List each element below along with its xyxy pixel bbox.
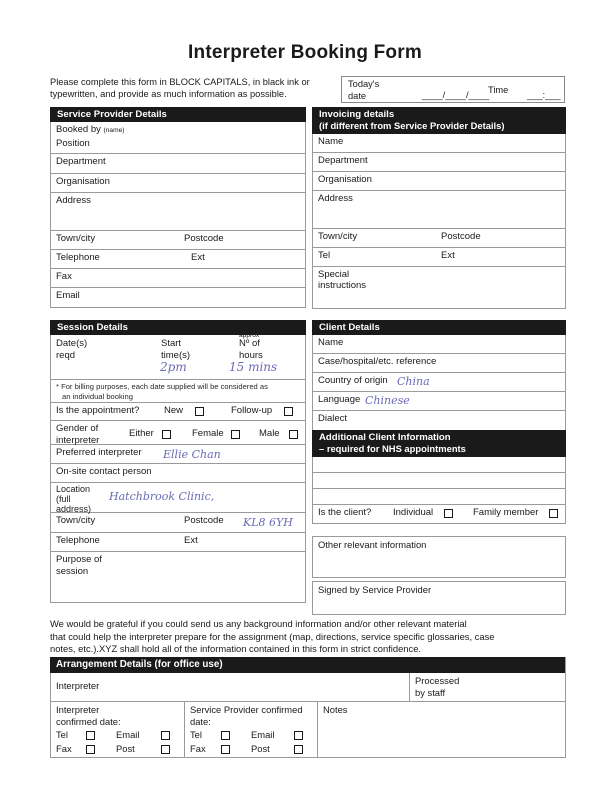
closing-line-2: that could help the interpreter prepare for the assignment (map, directions, service specific glossaries, case — [50, 630, 495, 642]
hours-value[interactable]: 15 mins — [229, 360, 278, 375]
client-reference-label: Case/hospital/etc. reference — [318, 356, 437, 368]
inv-address-label: Address — [318, 192, 353, 204]
signed-by-service-provider-box[interactable] — [312, 581, 566, 615]
additional-client-rows — [312, 457, 566, 524]
provider-email-label: Email — [251, 729, 275, 740]
arrangement-body — [50, 673, 566, 758]
country-of-origin-value[interactable]: China — [397, 375, 430, 389]
start-times-label: Start time(s) — [161, 338, 191, 361]
arrangement-hsep — [51, 701, 565, 702]
intro-instructions — [50, 76, 335, 100]
other-relevant-information-box[interactable] — [312, 536, 566, 578]
session-details-section — [50, 320, 306, 603]
interpreter-email-label: Email — [116, 729, 140, 740]
inv-department-label: Department — [318, 154, 368, 166]
provider-tel-label: Tel — [190, 729, 202, 740]
gender-either-label: Either — [129, 428, 154, 440]
row-interpreter-gender[interactable] — [51, 421, 305, 445]
organisation-label: Organisation — [56, 176, 110, 188]
arrangement-details-header: Arrangement Details (for office use) — [50, 657, 566, 673]
individual-checkbox[interactable] — [444, 509, 453, 518]
provider-fax-label: Fax — [190, 743, 206, 754]
language-value[interactable]: Chinese — [365, 394, 410, 408]
session-ext-label: Ext — [184, 535, 198, 547]
language-label: Language — [318, 394, 361, 406]
todays-date-input[interactable]: ____/____/____ — [422, 90, 490, 100]
hours-label: Nº of hours — [239, 338, 263, 361]
row-location[interactable] — [51, 483, 305, 513]
row-preferred-interpreter[interactable] — [51, 445, 305, 464]
arrangement-interpreter-label: Interpreter — [56, 680, 100, 691]
gender-male-checkbox[interactable] — [289, 430, 298, 439]
family-member-label: Family member — [473, 506, 539, 518]
row-special-instructions[interactable] — [313, 267, 565, 308]
telephone-label: Telephone — [56, 252, 100, 264]
row-country-of-origin[interactable] — [313, 373, 565, 392]
provider-post-checkbox[interactable] — [294, 745, 303, 754]
row-session-town-postcode[interactable] — [51, 513, 305, 533]
arrangement-vsep-1 — [184, 701, 185, 757]
service-provider-rows — [50, 122, 306, 308]
inv-name-label: Name — [318, 135, 344, 147]
client-name-label: Name — [318, 337, 344, 349]
session-town-city-label: Town/city — [56, 515, 96, 527]
hours-approx-label: approx — [239, 332, 260, 340]
start-time-value[interactable]: 2pm — [160, 360, 187, 375]
billing-note: * For billing purposes, each date supplied will be considered as an individual booking — [56, 382, 268, 401]
client-details-header: Client Details — [312, 320, 566, 335]
row-town-postcode[interactable] — [51, 231, 305, 250]
inv-ext-label: Ext — [441, 249, 455, 261]
row-session-telephone[interactable] — [51, 533, 305, 552]
invoicing-rows — [312, 134, 566, 309]
purpose-label: Purpose of session — [56, 554, 102, 577]
interpreter-tel-checkbox[interactable] — [86, 731, 95, 740]
row-telephone-ext[interactable] — [51, 250, 305, 269]
preferred-interpreter-label: Preferred interpreter — [56, 447, 142, 459]
gender-either-checkbox[interactable] — [162, 430, 171, 439]
session-telephone-label: Telephone — [56, 535, 100, 547]
row-billing-note — [51, 380, 305, 403]
interpreter-confirmed-date-label: Interpreter confirmed date: — [56, 704, 121, 727]
family-member-checkbox[interactable] — [549, 509, 558, 518]
closing-line-3: notes, etc.).XYZ shall hold all of the information contained in this form in strict confidence. — [50, 643, 422, 655]
closing-paragraph — [50, 618, 566, 656]
interpreter-fax-checkbox[interactable] — [86, 745, 95, 754]
processed-by-staff-label: Processed by staff — [415, 675, 460, 698]
inv-postcode-label: Postcode — [441, 230, 481, 242]
row-inv-department[interactable] — [313, 153, 565, 172]
department-label: Department — [56, 156, 106, 168]
is-the-client-label: Is the client? — [318, 506, 372, 518]
client-details-section — [312, 320, 566, 431]
service-provider-section — [50, 107, 306, 308]
row-email[interactable] — [51, 288, 305, 307]
row-address[interactable] — [51, 193, 305, 231]
onsite-contact-label: On-site contact person — [56, 466, 152, 478]
todays-date-label: Today's date — [348, 79, 380, 101]
row-inv-town-postcode[interactable] — [313, 229, 565, 248]
booked-by-label: Booked by (name) — [56, 124, 125, 136]
appointment-question-label: Is the appointment? — [56, 405, 140, 417]
inv-organisation-label: Organisation — [318, 173, 372, 185]
row-additional-blank-2[interactable] — [313, 473, 565, 489]
provider-post-label: Post — [251, 743, 270, 754]
row-booked-by-position[interactable] — [51, 122, 305, 154]
row-onsite-contact[interactable] — [51, 464, 305, 483]
arrangement-vsep-processed — [409, 673, 410, 701]
interpreter-fax-label: Fax — [56, 743, 72, 754]
dates-reqd-label: Date(s) reqd — [56, 338, 88, 361]
row-session-datetime[interactable] — [51, 332, 305, 380]
provider-email-checkbox[interactable] — [294, 731, 303, 740]
gender-female-checkbox[interactable] — [231, 430, 240, 439]
additional-client-info-header: Additional Client Information – required for NHS appointments — [312, 430, 566, 457]
inv-town-city-label: Town/city — [318, 230, 358, 242]
town-city-label: Town/city — [56, 233, 96, 245]
arrangement-details-section — [50, 657, 566, 758]
row-inv-tel-ext[interactable] — [313, 248, 565, 267]
interpreter-tel-label: Tel — [56, 729, 68, 740]
provider-fax-checkbox[interactable] — [221, 745, 230, 754]
closing-line-1: We would be grateful if you could send us any background information and/or other relevant material — [50, 618, 467, 629]
session-postcode-label: Postcode — [184, 515, 224, 527]
todays-date-box[interactable] — [341, 76, 565, 103]
inv-tel-label: Tel — [318, 249, 331, 261]
additional-client-info-section — [312, 430, 566, 524]
session-details-header: Session Details — [50, 320, 306, 335]
appointment-followup-checkbox[interactable] — [284, 407, 293, 416]
row-inv-organisation[interactable] — [313, 172, 565, 191]
intro-line-2: typewritten, and provide as much information as possible. — [50, 89, 287, 100]
appointment-new-checkbox[interactable] — [195, 407, 204, 416]
location-value[interactable]: Hatchbrook Clinic, — [109, 490, 215, 504]
provider-confirmed-date-label: Service Provider confirmed date: — [190, 704, 303, 727]
interpreter-email-checkbox[interactable] — [161, 731, 170, 740]
row-language[interactable] — [313, 392, 565, 411]
gender-female-label: Female — [192, 428, 224, 440]
email-label: Email — [56, 290, 80, 302]
row-department[interactable] — [51, 154, 305, 174]
arrangement-vsep-2 — [317, 701, 318, 757]
row-client-name[interactable] — [313, 335, 565, 354]
intro-line-1: Please complete this form in BLOCK CAPITALS, in black ink or — [50, 77, 310, 87]
appointment-followup-label: Follow-up — [231, 405, 273, 417]
time-label: Time — [488, 85, 509, 95]
page-title: Interpreter Booking Form — [188, 42, 422, 63]
preferred-interpreter-value[interactable]: Ellie Chan — [163, 448, 221, 462]
appointment-new-label: New — [164, 405, 184, 417]
provider-tel-checkbox[interactable] — [221, 731, 230, 740]
ext-label: Ext — [191, 252, 205, 264]
row-additional-blank-3[interactable] — [313, 489, 565, 505]
notes-label: Notes — [323, 704, 348, 715]
other-relevant-information-label: Other relevant information — [318, 539, 427, 550]
session-rows — [50, 332, 306, 603]
session-postcode-value[interactable]: KL8 6YH — [243, 516, 293, 530]
address-label: Address — [56, 195, 91, 207]
gender-label: Gender of interpreter — [56, 423, 100, 446]
row-client-reference[interactable] — [313, 354, 565, 373]
invoicing-section — [312, 107, 566, 309]
row-organisation[interactable] — [51, 174, 305, 193]
row-inv-address[interactable] — [313, 191, 565, 229]
gender-male-label: Male — [259, 428, 280, 440]
row-dialect[interactable] — [313, 411, 565, 430]
dialect-label: Dialect — [318, 413, 348, 425]
position-label: Position — [56, 138, 90, 150]
row-is-the-client[interactable] — [313, 505, 565, 523]
time-input[interactable]: ___:___ — [527, 90, 561, 100]
row-additional-blank-1[interactable] — [313, 457, 565, 473]
country-of-origin-label: Country of origin — [318, 375, 388, 387]
service-provider-header: Service Provider Details — [50, 107, 306, 122]
invoicing-header: Invoicing details (if different from Service Provider Details) — [312, 107, 566, 134]
interpreter-post-checkbox[interactable] — [161, 745, 170, 754]
row-inv-name[interactable] — [313, 134, 565, 153]
client-rows — [312, 335, 566, 431]
signed-by-service-provider-label: Signed by Service Provider — [318, 584, 432, 595]
interpreter-post-label: Post — [116, 743, 135, 754]
row-appointment-type[interactable] — [51, 403, 305, 421]
special-instructions-label: Special instructions — [318, 268, 367, 292]
row-fax[interactable] — [51, 269, 305, 288]
fax-label: Fax — [56, 271, 72, 283]
row-purpose-of-session[interactable] — [51, 552, 305, 602]
postcode-label: Postcode — [184, 233, 224, 245]
location-label: Location (full address) — [56, 484, 92, 514]
individual-label: Individual — [393, 506, 434, 518]
